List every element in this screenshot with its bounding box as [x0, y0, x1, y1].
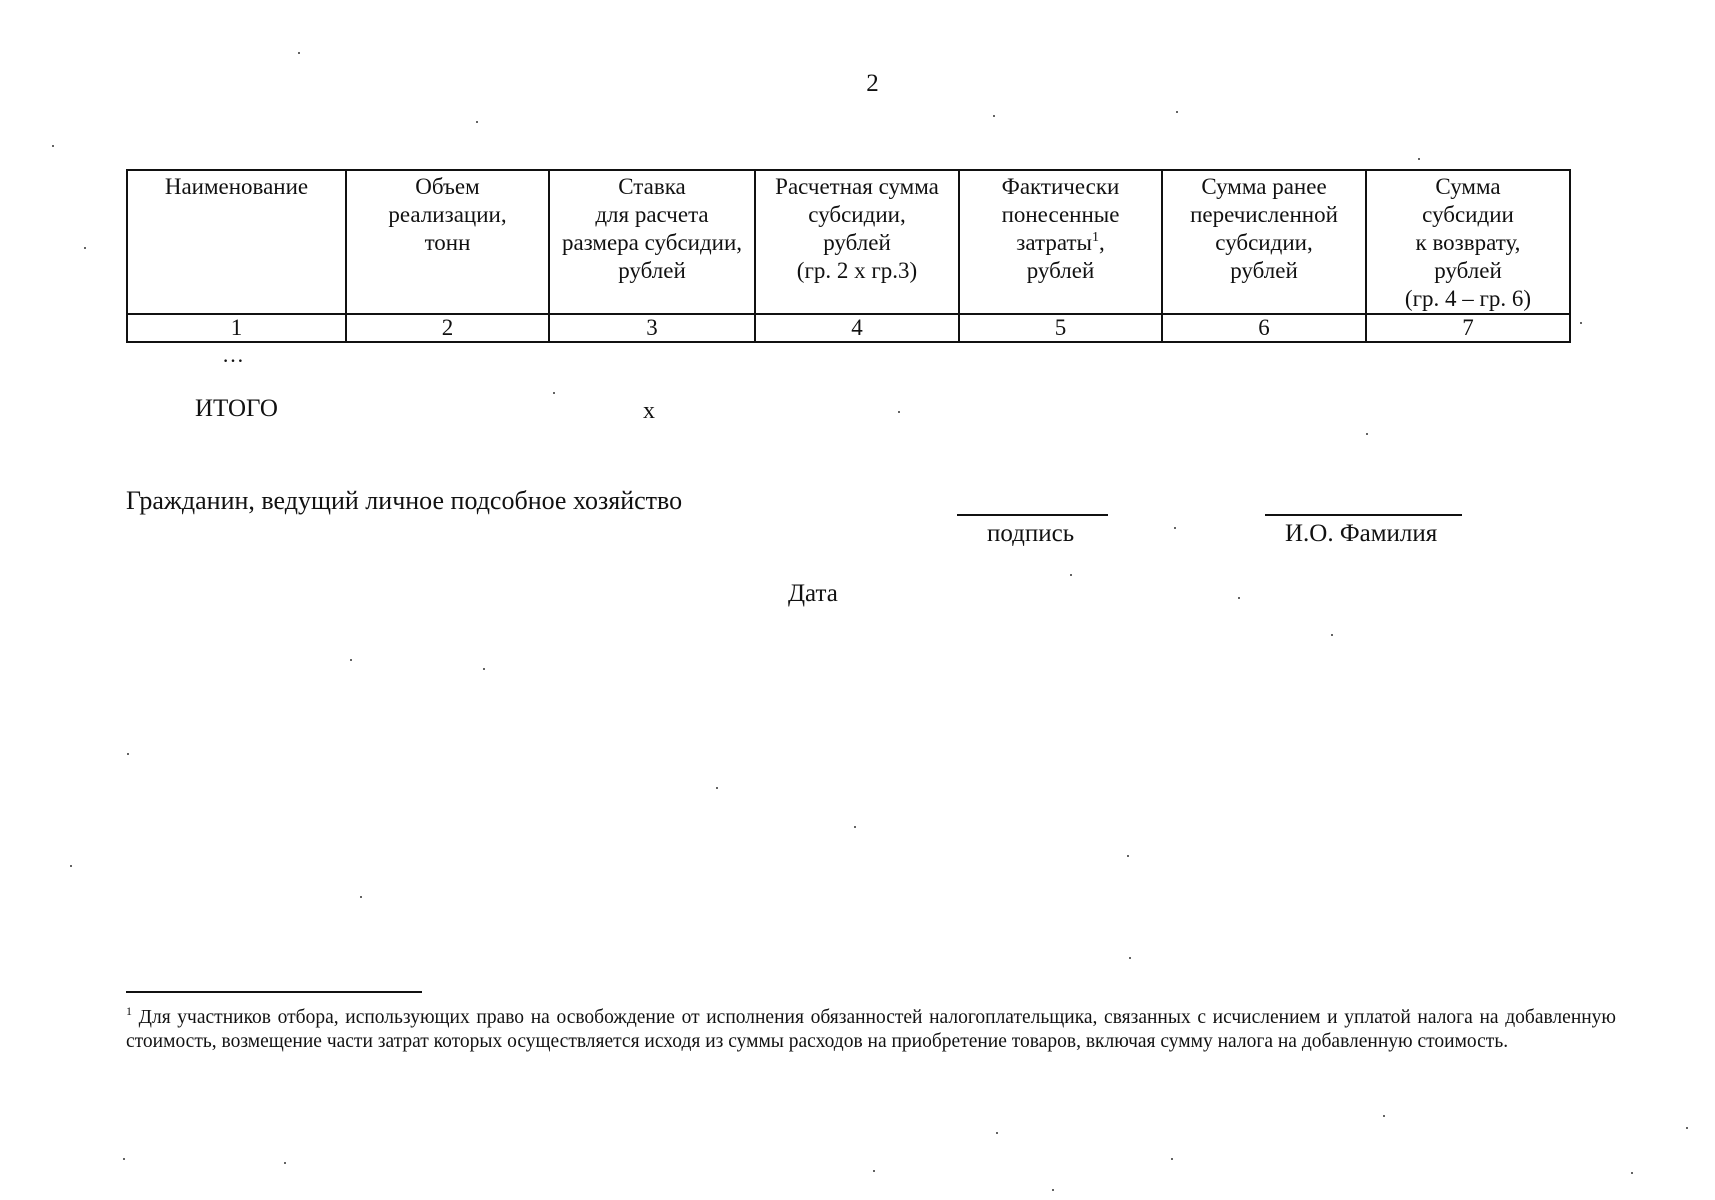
header-cell-volume [346, 170, 549, 314]
scan-speck [898, 411, 900, 413]
header-line: субсидии [1422, 202, 1514, 227]
header-line: субсидии, [1215, 230, 1313, 255]
scan-speck [1331, 634, 1333, 636]
header-line: рублей [1026, 258, 1095, 283]
header-line: реализации, [388, 202, 507, 227]
page-number: 2 [866, 70, 879, 97]
scan-speck [996, 1132, 998, 1134]
scan-speck [1366, 433, 1368, 435]
scan-speck [1383, 1115, 1385, 1117]
header-line: субсидии, [808, 202, 906, 227]
scan-speck [873, 1170, 875, 1172]
scan-speck [1174, 527, 1176, 529]
scan-speck [553, 392, 555, 394]
header-line: рублей [1230, 258, 1298, 283]
name-label: И.О. Фамилия [1285, 520, 1438, 547]
table-header-row [127, 170, 1570, 314]
scan-speck [993, 115, 995, 117]
signature-label: подпись [987, 520, 1075, 547]
column-number: 1 [127, 314, 346, 342]
citizen-label: Гражданин, ведущий личное подсобное хозяйство [126, 486, 683, 515]
scan-speck [84, 247, 86, 249]
scan-speck [1129, 957, 1131, 959]
column-number: 3 [549, 314, 755, 342]
header-line: Расчетная сумма [775, 174, 939, 199]
header-line: рублей [618, 258, 686, 283]
header-line: Объем [415, 174, 480, 199]
name-line [1265, 514, 1462, 516]
header-line-with-marker [962, 229, 1159, 257]
header-line: Фактически [1001, 174, 1120, 199]
header-line: понесенные [1001, 202, 1120, 227]
header-line: к возврату, [1415, 230, 1521, 255]
header-line: Сумма [1435, 174, 1501, 199]
header-line: Сумма ранее [1201, 174, 1327, 199]
date-label: Дата [788, 580, 838, 607]
scan-speck [350, 659, 352, 661]
scan-speck [1580, 322, 1582, 324]
scan-speck [1418, 158, 1420, 160]
column-number: 5 [959, 314, 1162, 342]
footnote-separator [126, 991, 422, 993]
total-label: ИТОГО [195, 395, 278, 422]
header-line: рублей [1434, 258, 1502, 283]
header-line: тонн [424, 230, 471, 255]
scan-speck [127, 753, 129, 755]
scan-speck [476, 121, 478, 123]
scan-speck [1171, 1158, 1173, 1160]
header-line: рублей [823, 230, 891, 255]
column-number: 2 [346, 314, 549, 342]
signature-line [957, 514, 1108, 516]
scan-speck [1127, 855, 1129, 857]
rows-ellipsis: … [222, 342, 246, 367]
column-number-row [127, 314, 1570, 342]
footnote-text: Для участников отбора, использующих право на освобождение от исполнения обязанностей налогоплательщика, связанных с исчислением и уплатой налога на добавленную стоимость, возмещение части затрат которых осуществляется исходя из суммы расходов на приобретение товаров, включая сумму налога на добавленную стоимость. [126, 1007, 1617, 1052]
scan-speck [854, 826, 856, 828]
scan-speck [1631, 1172, 1633, 1174]
column-number: 4 [755, 314, 959, 342]
scan-speck [716, 787, 718, 789]
marker-suffix: , [1098, 230, 1105, 255]
header-cell-previous-sum [1162, 170, 1366, 314]
header-line: для расчета [595, 202, 709, 227]
scan-speck [1686, 1127, 1688, 1129]
column-number: 6 [1162, 314, 1366, 342]
header-cell-name [127, 170, 346, 314]
header-cell-actual-costs [959, 170, 1162, 314]
footnote [126, 1006, 1616, 1054]
header-line: Наименование [164, 174, 309, 199]
column-number: 7 [1366, 314, 1570, 342]
subsidy-table [126, 169, 1571, 343]
header-cell-rate [549, 170, 755, 314]
scan-speck [360, 896, 362, 898]
scan-speck [1176, 111, 1178, 113]
header-line: Ставка [618, 174, 686, 199]
header-text: затраты [1016, 230, 1092, 255]
footnote-marker: 1 [1091, 230, 1099, 245]
scan-speck [298, 52, 300, 54]
scan-speck [1070, 574, 1072, 576]
total-x-mark: х [643, 398, 655, 424]
header-line: (гр. 4 – гр. 6) [1404, 286, 1532, 311]
scan-speck [1052, 1189, 1054, 1191]
header-line: перечисленной [1190, 202, 1338, 227]
header-line: размера субсидии, [561, 230, 743, 255]
scan-speck [284, 1162, 286, 1164]
scan-speck [483, 668, 485, 670]
scan-speck [52, 145, 54, 147]
scan-speck [70, 865, 72, 867]
header-cell-calculated-sum [755, 170, 959, 314]
scan-speck [1238, 597, 1240, 599]
footnote-marker: 1 [126, 1004, 132, 1018]
header-cell-return-sum [1366, 170, 1570, 314]
scan-speck [123, 1158, 125, 1160]
header-line: (гр. 2 х гр.3) [796, 258, 918, 283]
